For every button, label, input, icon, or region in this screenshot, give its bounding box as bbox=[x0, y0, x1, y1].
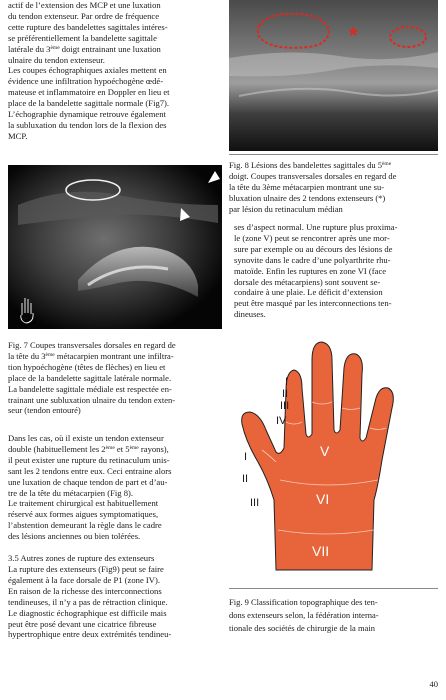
left-top-text bbox=[8, 0, 226, 142]
fig8-caption: Fig. 8 Lésions des bandelettes sagittales du 5ème doigt. Coupes transversales dorsales en regard de la tête du 3ème métacarpien montrant une su- bluxation ulnaire des 2 tendons extenseurs (*) par lésion du retinaculum médian bbox=[229, 160, 397, 214]
zone-v-label: V bbox=[320, 443, 330, 459]
zone-vi-label: VI bbox=[316, 491, 330, 507]
left-bottom-text bbox=[8, 433, 226, 640]
fig8-ultrasound-image bbox=[229, 0, 438, 151]
zone-label: I bbox=[285, 376, 289, 388]
hand-silhouette-icon bbox=[242, 342, 394, 570]
zone-label: III bbox=[280, 400, 290, 412]
fig7-ultrasound-image bbox=[8, 165, 222, 329]
zone-label: IV bbox=[276, 415, 287, 427]
subluxation-marker: * bbox=[349, 23, 358, 48]
fig9-caption: Fig. 9 Classification topographique des ten- dons extenseurs selon, la fédération interna- tionale des sociétés de chirurgie de la main bbox=[229, 597, 379, 633]
paragraph-4: Le traitement chirurgical est habituellement réservé aux formes aigues symptomatiques, l’abstention demeurant la règle dans le cadre des lésions anciennes ou bien tolérées. bbox=[8, 498, 162, 542]
page-number: 40 bbox=[429, 679, 438, 690]
paragraph-6: ses d’aspect normal. Une rupture plus proxima- le (zone V) peut se rencontrer après une mor- sure par exemple ou au décours des lésions de synovite dans le cadre d’une polyarthrite rhu- matoïde. Enfin les ruptures en zone VI (face dorsale des métacarpiens) sont souvent se- condaire à une plaie. Le déficit d’extension peut être masqué par les interconnections ten- dineuses. bbox=[234, 222, 398, 320]
fig8-separator bbox=[229, 154, 438, 155]
fig9-separator bbox=[229, 588, 438, 589]
paragraph-1: actif de l’extension des MCP et une luxation du tendon extenseur. Par ordre de fréquence cette rupture des bandelettes sagittales intéres- se préférentiellement la bandelette sagittale latérale du 3ème doigt entrainant une luxation ulnaire du tendon extenseur. bbox=[8, 0, 168, 65]
paragraph-5: 3.5 Autres zones de rupture des extenseurs La rupture des extenseurs (Fig9) peut se faire également à la face dorsale de P1 (zone IV). En raison de la richesse des interconnections tendineuses, il n’y a pas de rétraction clinique. Le diagnostic échographique est difficile mais peut être posé devant une cicatrice fibreuse hypertrophique entre deux extrémités tendineu- bbox=[8, 553, 172, 640]
paragraph-3: Dans les cas, où il existe un tendon extenseur double (habituellement les 2ème et 5ème rayons), il peut exister une rupture du retinaculum unis- sant les 2 tendons entre eux. Ceci entraine alors une luxation de chaque tendon de part et d’au- tre de la tête du métacarpien (Fig 8). bbox=[8, 433, 172, 498]
fig9-hand-diagram bbox=[232, 330, 438, 580]
zone-label: II bbox=[282, 388, 289, 400]
zone-label: I bbox=[244, 451, 248, 463]
paragraph-2: Les coupes échographiques axiales mettent en évidence une infiltration hypoéchogène œdé- mateuse et inflammatoire en Doppler en lieu et place de la bandelette sagittale normale (Fig7). L’échographie dynamique retrouve également la subluxation du tendon lors de la flexion des MCP. bbox=[8, 65, 170, 141]
zone-label: II bbox=[242, 473, 249, 485]
fig7-caption: Fig. 7 Coupes transversales dorsales en regard de la tête du 3ème métacarpien montrant une infiltra- tion hypoéchogène (têtes de flèches) en lieu et place de la bandelette sagittale latérale normale. La bandelette sagittale médiale est respectée en- trainant une subluxation ulnaire du tendon exten- seur (tendon entouré) bbox=[8, 340, 176, 416]
zone-label: III bbox=[250, 497, 260, 509]
zone-vii-label: VII bbox=[312, 543, 330, 559]
